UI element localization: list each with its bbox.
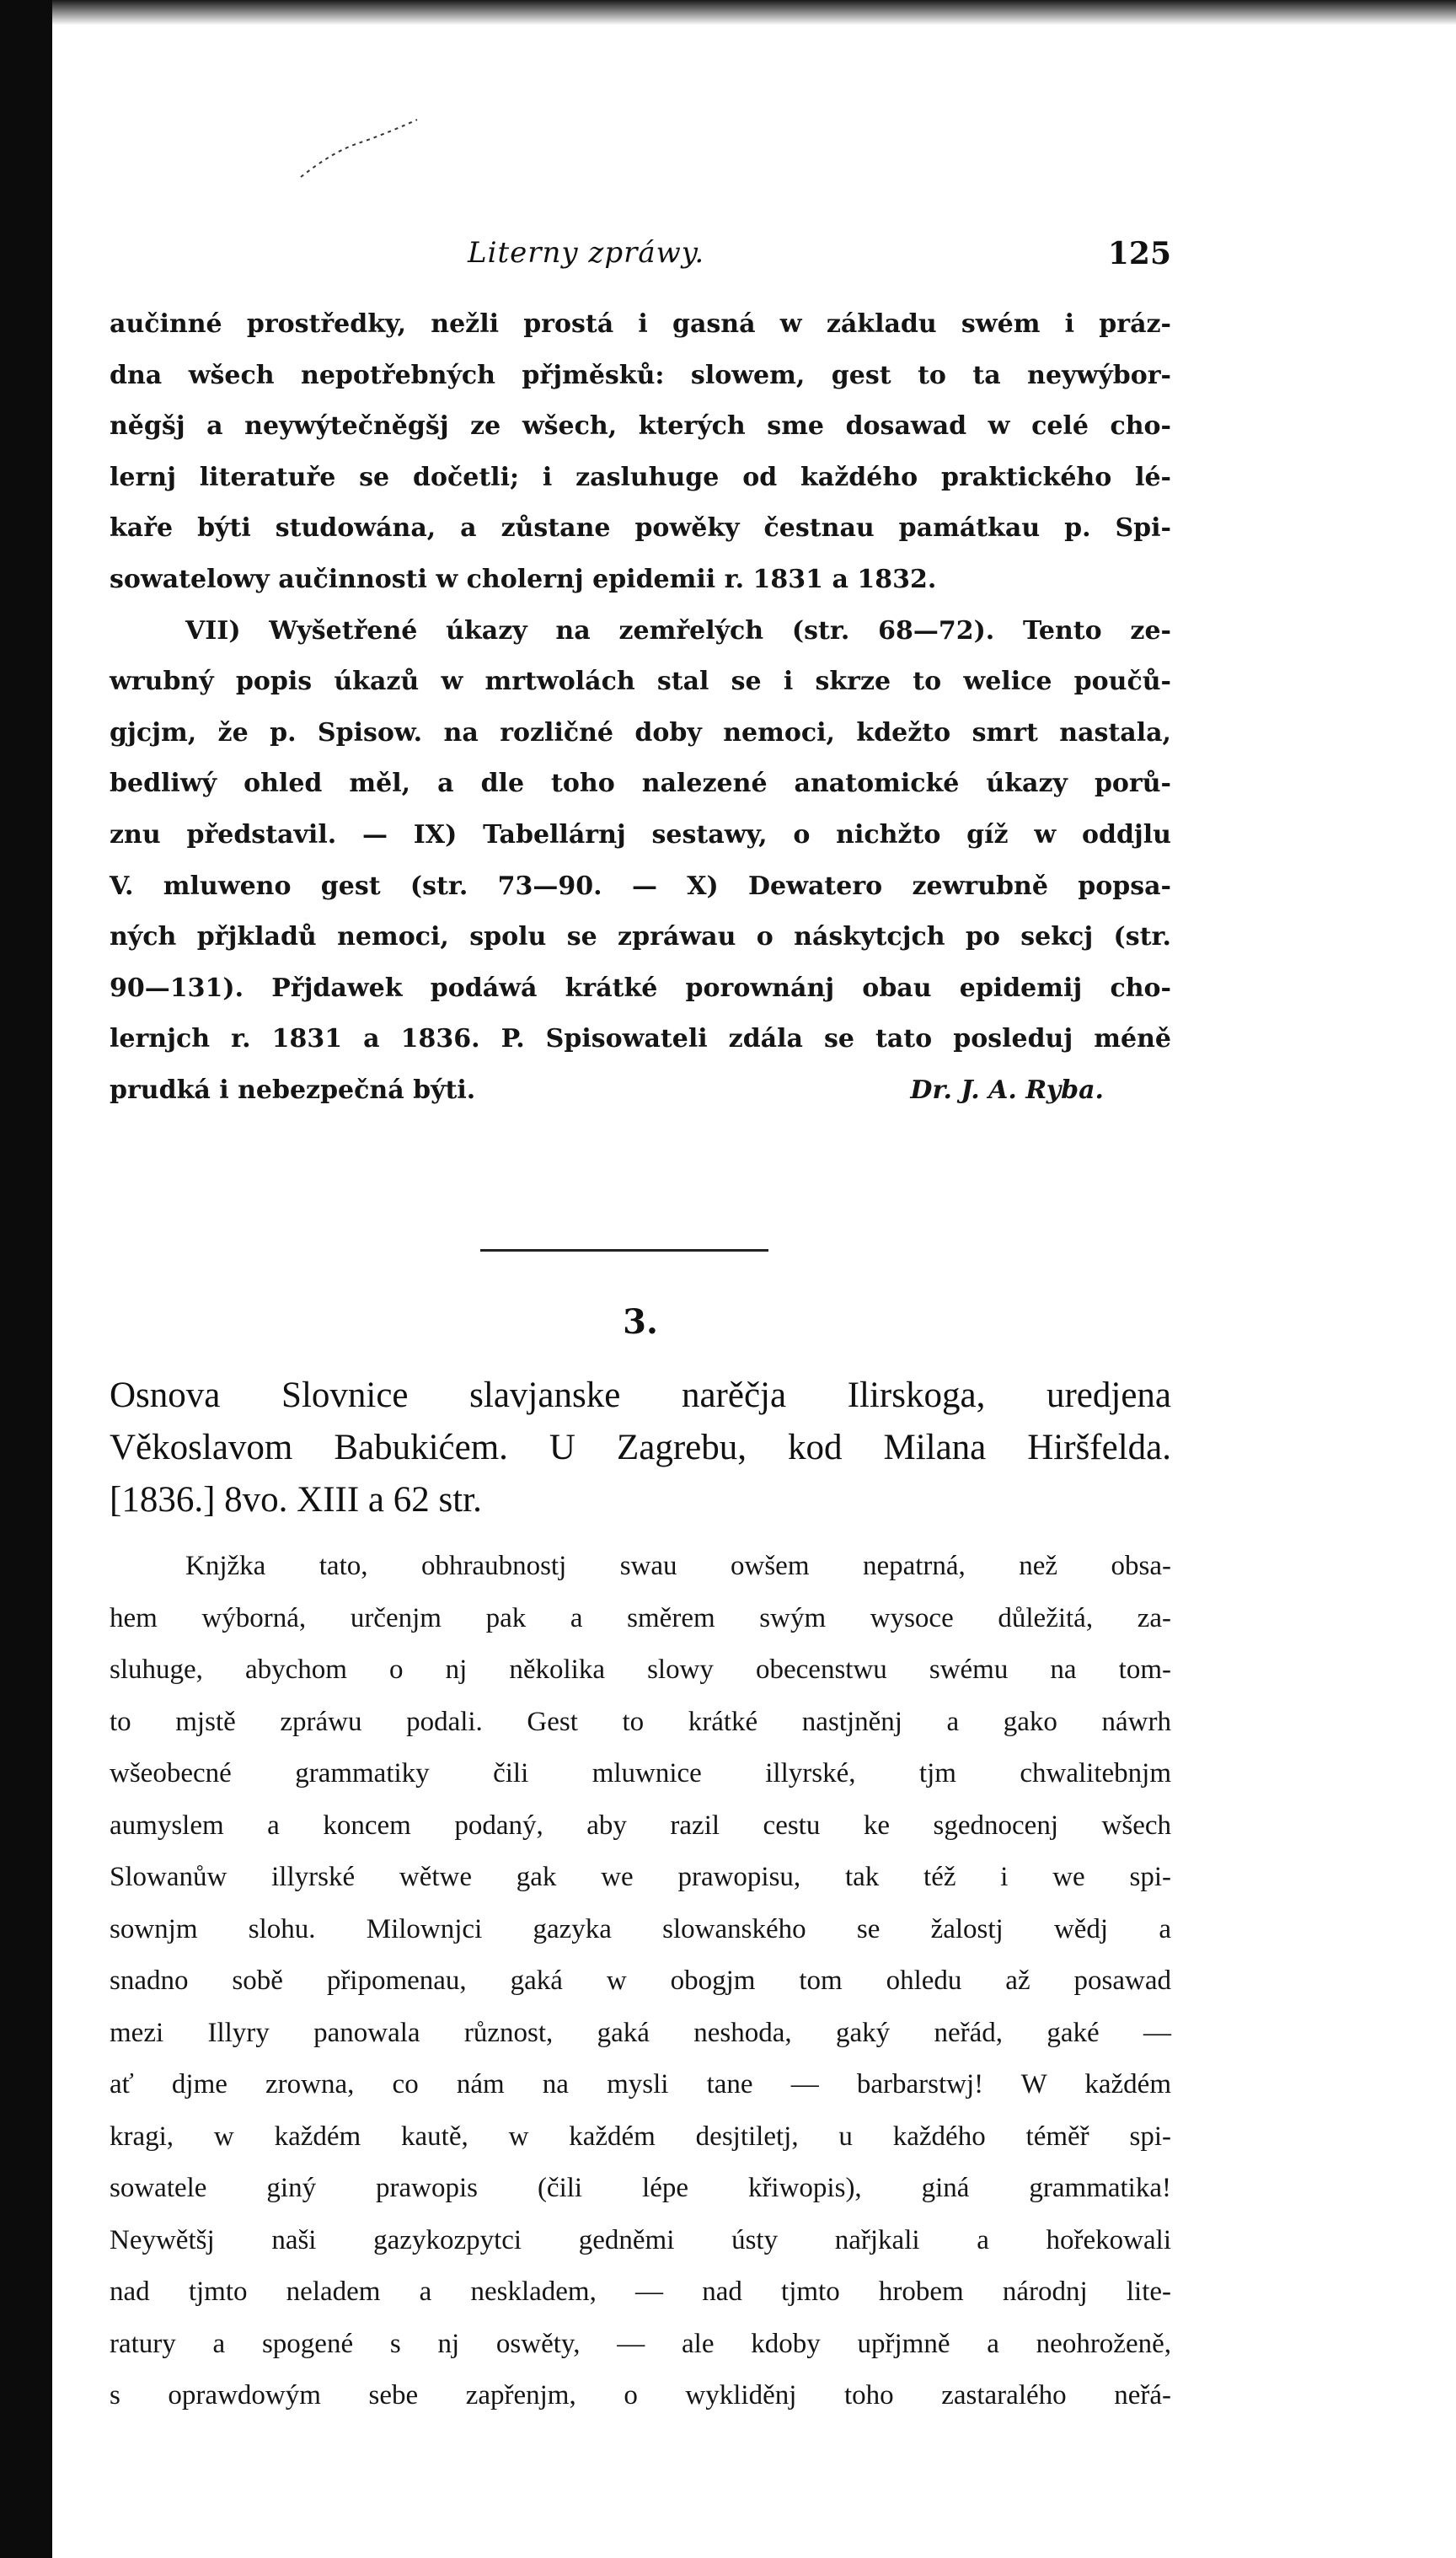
text-line: kragi, w každém kautě, w každém desjtiletj, u každého téměř spi-: [110, 2121, 1171, 2152]
text-line: to mjstě zpráwu podali. Gest to krátké nastjněnj a gako náwrh: [110, 1706, 1171, 1737]
text-line: nad tjmto neladem a neskladem, — nad tjmto hrobem národnj lite-: [110, 2276, 1171, 2307]
text-line: VII) Wyšetřené úkazy na zemřelých (str. 68—72). Tento ze-: [185, 615, 1171, 646]
article-continuation: [110, 299, 1171, 1117]
text-line: mezi Illyry panowala různost, gaká neshoda, gaký neřád, gaké —: [110, 2017, 1171, 2048]
text-line: V. mluweno gest (str. 73—90. — X) Dewatero zewrubně popsa-: [110, 871, 1171, 901]
title-line: Osnova Slovnice slavjanske narěčja Ilirskoga, uredjena: [110, 1376, 1171, 1415]
text-line: aučinné prostředky, nežli prostá i gasná w základu swém i práz-: [110, 309, 1171, 339]
section-number: 3.: [623, 1302, 658, 1342]
running-head: Literny zpráwy.: [468, 236, 705, 270]
title-line: Věkoslavom Babukićem. U Zagrebu, kod Milana Hiršfelda.: [110, 1428, 1171, 1467]
text-line: sowatele giný prawopis (čili lépe křiwopis), giná grammatika!: [110, 2173, 1171, 2203]
page-number: 125: [1107, 236, 1171, 271]
book-title: [110, 1370, 1171, 1526]
title-line: [1836.] 8vo. XIII a 62 str.: [110, 1480, 482, 1520]
author-signature: Dr. J. A. Ryba.: [910, 1075, 1104, 1105]
text-line: gjcjm, že p. Spisow. na rozličné doby nemoci, kdežto smrt nastala,: [110, 717, 1171, 748]
text-line: sownjm slohu. Milownjci gazyka slowanského se žalostj wědj a: [110, 1913, 1171, 1944]
scan-top-shadow: [0, 0, 1456, 25]
scan-left-border: [0, 0, 52, 2558]
review-text: [110, 1541, 1171, 2422]
text-line: sluhuge, abychom o nj několika slowy obecenstwu swému na tom-: [110, 1654, 1171, 1685]
text-line: ných přjkladů nemoci, spolu se zpráwau o náskytcjch po sekcj (str.: [110, 922, 1171, 952]
text-line: lernjch r. 1831 a 1836. P. Spisowateli zdála se tato posleduj méně: [110, 1024, 1171, 1054]
text-line: Knjžka tato, obhraubnostj swau owšem nepatrná, než obsa-: [185, 1551, 1171, 1581]
closing-line: [110, 1065, 1171, 1117]
text-line: 90—131). Přjdawek podáwá krátké porownánj obau epidemij cho-: [110, 973, 1171, 1003]
text-line: dna wšech nepotřebných přjměsků: slowem, gest to ta neywýbor-: [110, 360, 1171, 390]
text-line: sowatelowy aučinnosti w cholernj epidemii r. 1831 a 1832.: [110, 564, 937, 594]
text-line: Slowanůw illyrské wětwe gak we prawopisu, tak též i we spi-: [110, 1862, 1171, 1892]
text-line: snadno sobě připomenau, gaká w obogjm tom ohledu až posawad: [110, 1965, 1171, 1996]
closing-text: prudká i nebezpečná býti.: [110, 1075, 476, 1105]
text-line: ať djme zrowna, co nám na mysli tane — barbarstwj! W každém: [110, 2069, 1171, 2099]
text-line: Neywětšj naši gazykozpytci gedněmi ústy nařjkali a hořekowali: [110, 2224, 1171, 2255]
text-line: bedliwý ohled měl, a dle toho nalezené anatomické úkazy porů-: [110, 769, 1171, 799]
text-line: kaře býti studowána, a zůstane powěky čestnau památkau p. Spi-: [110, 513, 1171, 544]
text-line: ratury a spogené s nj oswěty, — ale kdoby upřjmně a neohroženě,: [110, 2328, 1171, 2359]
text-line: aumyslem a koncem podaný, aby razil cestu ke sgednocenj wšech: [110, 1810, 1171, 1841]
pencil-mark: [299, 118, 426, 185]
text-line: něgšj a neywýtečněgšj ze wšech, kterých sme dosawad w celé cho-: [110, 411, 1171, 442]
text-line: wšeobecné grammatiky čili mluwnice illyrské, tjm chwalitebnjm: [110, 1758, 1171, 1788]
text-line: znu představil. — IX) Tabellárnj sestawy, o nichžto gíž w oddjlu: [110, 819, 1171, 850]
text-line: s oprawdowým sebe zapřenjm, o wykliděnj toho zastaralého neřá-: [110, 2380, 1171, 2411]
text-line: wrubný popis úkazů w mrtwolách stal se i skrze to welice poučů-: [110, 667, 1171, 697]
text-line: hem wýborná, určenjm pak a směrem swým wysoce důležitá, za-: [110, 1602, 1171, 1633]
text-line: lernj literatuře se dočetli; i zasluhuge od každého praktického lé-: [110, 462, 1171, 492]
section-divider: [480, 1249, 768, 1252]
